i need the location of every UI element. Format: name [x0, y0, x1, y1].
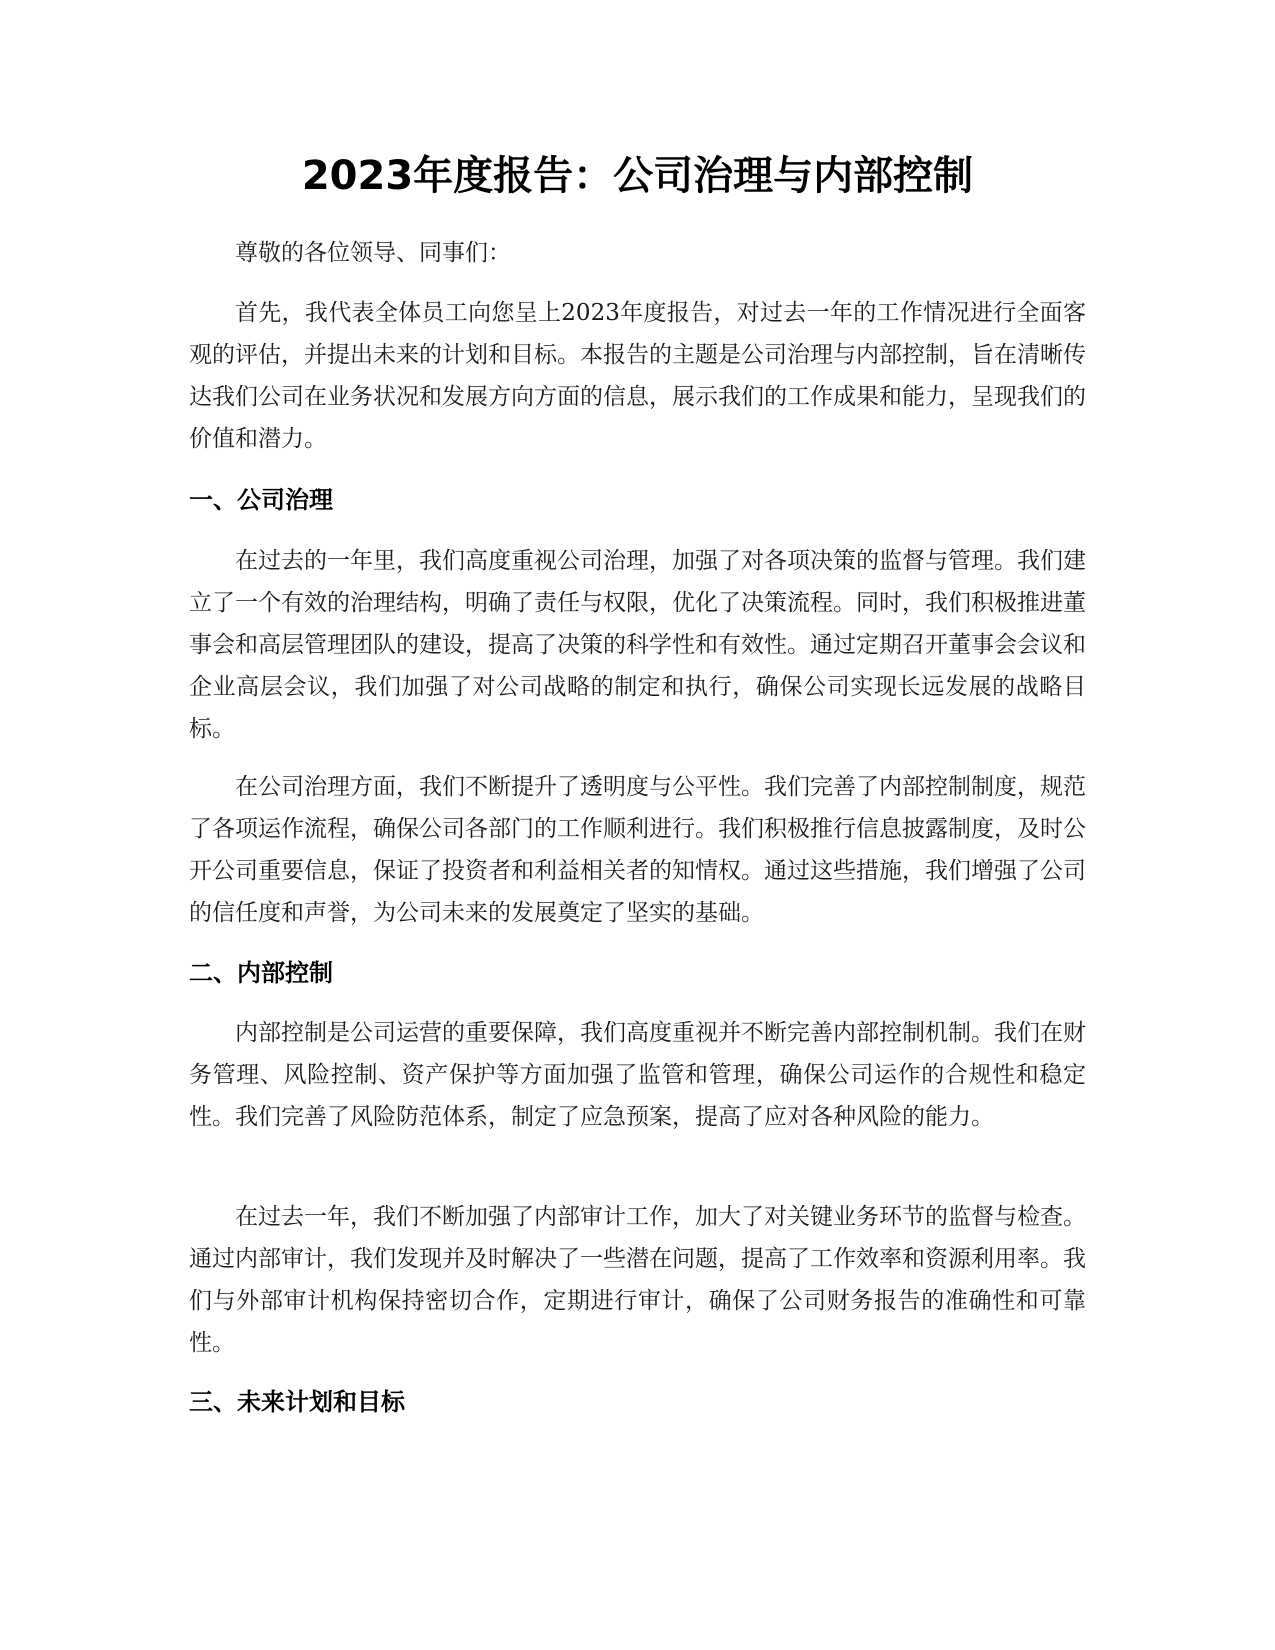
governance-paragraph-1: 在过去的一年里，我们高度重视公司治理，加强了对各项决策的监督与管理。我们建立了一个有效的治理结构，明确了责任与权限，优化了决策流程。同时，我们积极推进董事会和高层管理团队的建设，提高了决策的科学性和有效性。通过定期召开董事会会议和企业高层会议，我们加强了对公司战略的制定和执行，确保公司实现长远发展的战略目标。	[189, 548, 1086, 742]
greeting: 尊敬的各位领导、同事们：	[235, 240, 511, 266]
section-heading-governance: 一、公司治理	[189, 486, 333, 514]
document-title: 2023年度报告：公司治理与内部控制	[301, 153, 974, 199]
intro-paragraph: 首先，我代表全体员工向您呈上2023年度报告，对过去一年的工作情况进行全面客观的评估，并提出未来的计划和目标。本报告的主题是公司治理与内部控制，旨在清晰传达我们公司在业务状况和发展方向方面的信息，展示我们的工作成果和能力，呈现我们的价值和潜力。	[189, 300, 1086, 452]
section-heading-internal-control: 二、内部控制	[189, 959, 333, 987]
section-heading-future-plans: 三、未来计划和目标	[189, 1388, 405, 1416]
internal-control-paragraph-2: 在过去一年，我们不断加强了内部审计工作，加大了对关键业务环节的监督与检查。通过内部审计，我们发现并及时解决了一些潜在问题，提高了工作效率和资源利用率。我们与外部审计机构保持密切合作，定期进行审计，确保了公司财务报告的准确性和可靠性。	[189, 1204, 1086, 1356]
internal-control-paragraph-1: 内部控制是公司运营的重要保障，我们高度重视并不断完善内部控制机制。我们在财务管理、风险控制、资产保护等方面加强了监管和管理，确保公司运作的合规性和稳定性。我们完善了风险防范体系，制定了应急预案，提高了应对各种风险的能力。	[189, 1020, 1086, 1130]
governance-paragraph-2: 在公司治理方面，我们不断提升了透明度与公平性。我们完善了内部控制制度，规范了各项运作流程，确保公司各部门的工作顺利进行。我们积极推行信息披露制度，及时公开公司重要信息，保证了投资者和利益相关者的知情权。通过这些措施，我们增强了公司的信任度和声誉，为公司未来的发展奠定了坚实的基础。	[189, 774, 1086, 926]
